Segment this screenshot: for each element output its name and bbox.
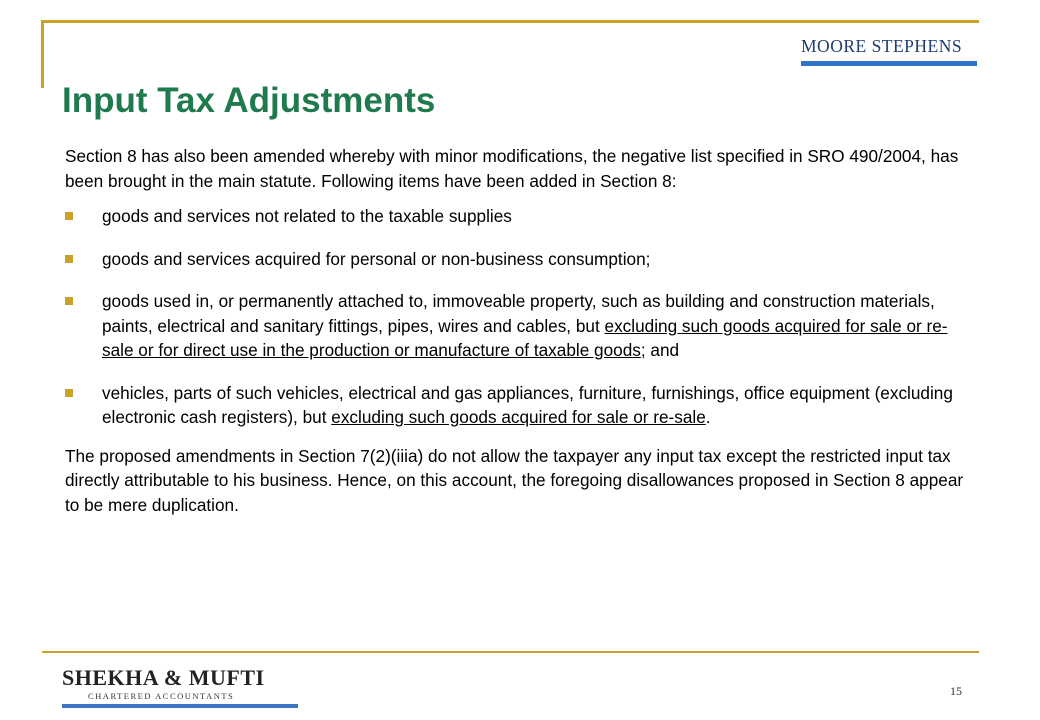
bullet-text-underlined: excluding such goods acquired for sale or re-sale: [331, 407, 706, 427]
bullet-item: [65, 204, 965, 229]
bullet-item: [65, 247, 965, 272]
intro-paragraph: Section 8 has also been amended whereby with minor modifications, the negative list specified in SRO 490/2004, has been brought in the main statute. Following items have been added in Section 8:: [65, 146, 959, 191]
bullet-square-icon: [65, 212, 73, 220]
moore-stephens-logo: [801, 36, 977, 68]
closing-paragraph: The proposed amendments in Section 7(2)(iiia) do not allow the taxpayer any input tax except the restricted input tax directly attributable to his business. Hence, on this account, the foregoing disallowances proposed in Section 8 appear to be mere duplication.: [65, 445, 964, 515]
bullet-text-lead: vehicles, parts of such vehicles, electrical and gas appliances, furniture, furnishings, office equipment (excluding electronic cash registers), but: [102, 382, 953, 427]
bullet-item: [65, 381, 965, 430]
bullet-text-lead: goods used in, or permanently attached to, immoveable property, such as building and construction materials, paints, electrical and sanitary fittings, pipes, wires and cables, but: [102, 291, 935, 336]
frame-top-rule: [41, 20, 979, 23]
page-number: 15: [950, 684, 962, 698]
bullet-text-tail: ; and: [640, 340, 680, 360]
bullet-square-icon: [65, 297, 73, 305]
moore-stephens-logo-text: MOORE STEPHENS: [801, 36, 963, 56]
bullet-text: goods and services not related to the taxable supplies: [102, 206, 512, 226]
bullet-square-icon: [65, 255, 73, 263]
bullet-text-tail: .: [705, 407, 711, 427]
bullet-text-underlined: excluding such goods acquired for sale or re-sale or for direct use in the production or manufacture of taxable goods: [102, 315, 948, 360]
shekha-mufti-logo-subtitle: CHARTERED ACCOUNTANTS: [88, 691, 235, 701]
bullet-list: [65, 204, 965, 430]
slide-title: Input Tax Adjustments: [62, 81, 436, 120]
shekha-mufti-logo-name: SHEKHA & MUFTI: [62, 665, 265, 690]
bullet-text: goods and services acquired for personal or non-business consumption;: [102, 248, 651, 269]
bullet-item: [65, 289, 965, 363]
shekha-mufti-logo: [62, 666, 302, 710]
shekha-mufti-logo-bar: [62, 704, 298, 708]
frame-left-rule: [41, 20, 44, 88]
bullet-square-icon: [65, 389, 73, 397]
frame-bottom-rule: [42, 651, 979, 653]
slide-body: [65, 144, 965, 517]
moore-stephens-logo-bar: [801, 61, 977, 66]
